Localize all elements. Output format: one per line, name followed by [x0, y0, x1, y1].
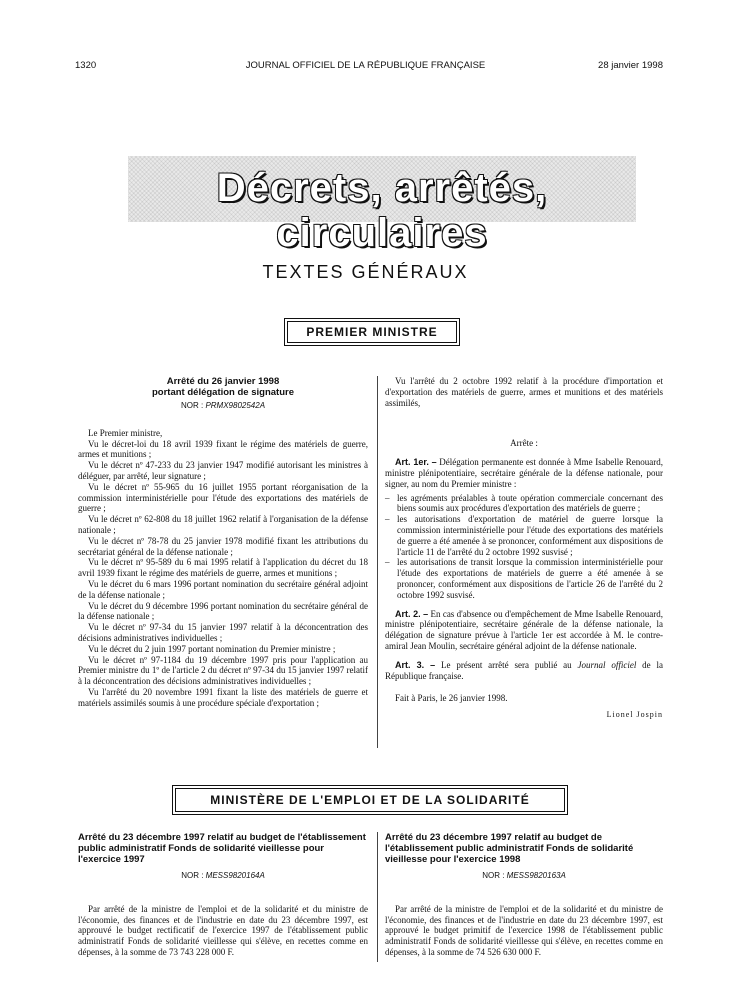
place-date: Fait à Paris, le 26 janvier 1998. — [395, 693, 508, 704]
page-number: 1320 — [75, 60, 97, 71]
decree1-subtitle: portant délégation de signature — [152, 387, 294, 398]
article-1-label: Art. 1er. – — [395, 457, 437, 468]
decree3-title: Arrêté du 23 décembre 1997 relatif au budget de l'établissement public administratif Fonds de solidarité vieillesse pour l'exercice 1998 — [385, 832, 634, 865]
article-2 — [385, 609, 663, 652]
visa-paragraph: Vu le décret nº 55-965 du 16 juillet 1955 portant réorganisation de la commission interministérielle pour l'étude des exportations des matériels de guerre ; — [78, 481, 368, 514]
decree1-right-column — [385, 376, 663, 721]
visa-paragraph: Vu le décret nº 97-1184 du 19 décembre 1997 pris pour l'application au Premier ministre du 1º de l'article 2 du décret nº 97-34 du 15 janvier 1997 relatif à la déconcentration des décisions administratives individuelles ; — [78, 654, 368, 687]
article-1-items — [385, 493, 663, 601]
article-1-text: Délégation permanente est donnée à Mme Isabelle Renouard, ministre plénipotentiaire, secrétaire générale de la défense nationale, pour signer, au nom du Premier ministre : — [385, 457, 664, 489]
visa-paragraph: Vu le décret nº 95-589 du 6 mai 1995 relatif à l'application du décret du 18 avril 1939 fixant le régime des matériels de guerre, armes et munitions ; — [78, 557, 368, 579]
column-divider — [377, 376, 378, 748]
decree3-nor — [385, 871, 663, 882]
visa-paragraph: Vu le décret nº 78-78 du 25 janvier 1978 modifié fixant les attributions du secrétariat général de la défense nationale ; — [78, 535, 368, 557]
visa-paragraph: Vu le décret du 9 décembre 1996 portant nomination du secrétaire général de la défense nationale ; — [78, 600, 368, 622]
section-heading: TEXTES GÉNÉRAUX — [262, 262, 469, 282]
article-3 — [385, 660, 663, 682]
journal-title: JOURNAL OFFICIEL DE LA RÉPUBLIQUE FRANÇAISE — [245, 60, 486, 71]
decree2 — [78, 832, 368, 958]
ministry-label: PREMIER MINISTRE — [287, 321, 457, 343]
decree2-nor — [78, 871, 368, 882]
article-3-journal: Journal officiel — [577, 659, 637, 670]
decree3 — [385, 832, 663, 958]
decree1-left-column — [78, 376, 368, 709]
article-3-text-b: de la République française. — [385, 659, 663, 681]
nor-code: MESS9820164A — [205, 871, 265, 880]
article-3-text-a: Le présent arrêté sera publié au — [441, 659, 572, 670]
visa-paragraph: Vu le décret du 6 mars 1996 portant nomination du secrétaire général adjoint de la défense nationale ; — [78, 578, 368, 600]
arrete-line: Arrête : — [510, 438, 538, 449]
signature: Lionel Jospin — [606, 710, 663, 720]
ministry-box-emploi — [172, 785, 568, 815]
nor-label: NOR : — [180, 401, 204, 410]
nor-label: NOR : — [482, 871, 505, 880]
banner-title: Décrets, arrêtés, circulaires — [216, 166, 548, 255]
ministry-box-premier-ministre — [284, 318, 460, 346]
decree1-visa-list — [78, 428, 368, 709]
decree1-right-intro: Vu l'arrêté du 2 octobre 1992 relatif à la procédure d'importation et d'exportation des matériels de guerre, armes et munitions et des matériels assimilés, — [385, 376, 663, 408]
article-3-label: Art. 3. – — [395, 659, 436, 670]
decree1-title: Arrêté du 26 janvier 1998 — [166, 376, 280, 387]
decree2-title: Arrêté du 23 décembre 1997 relatif au budget de l'établissement public administratif Fonds de solidarité vieillesse pour l'exercice 1997 — [78, 832, 366, 865]
decree3-body: Par arrêté de la ministre de l'emploi et de la solidarité et du ministre de l'économie, des finances et de l'industrie en date du 23 décembre 1997, est approuvé le budget primitif de l'exercice 1998 de l'établissement public administratif Fonds de solidarité vieillesse qui s'élève, en recettes comme en dépenses, à la somme de 74 526 630 000 F. — [385, 903, 663, 957]
visa-paragraph: Vu le décret nº 62-808 du 18 juillet 1962 relatif à l'organisation de la défense nationale ; — [78, 514, 368, 535]
article-2-label: Art. 2. – — [395, 608, 429, 619]
visa-paragraph: Vu le décret-loi du 18 avril 1939 fixant le régime des matériels de guerre, armes et munitions ; — [78, 438, 368, 460]
article-1 — [385, 457, 663, 489]
decree2-body: Par arrêté de la ministre de l'emploi et de la solidarité et du ministre de l'économie, des finances et de l'industrie en date du 23 décembre 1997, est approuvé le budget rectificatif de l'exercice 1997 de l'établissement public administratif Fonds de solidarité vieillesse qui s'élève, en recettes comme en dépenses, à la somme de 73 743 228 000 F. — [78, 903, 368, 957]
article-1-item: – les agréments préalables à toute opération commerciale concernant des biens soumis aux procédures d'exportation des matériels de guerre ; — [397, 493, 663, 515]
visa-paragraph: Vu l'arrêté du 20 novembre 1991 fixant la liste des matériels de guerre et matériels assimilés soumis à une procédure spéciale d'exportation ; — [78, 686, 368, 708]
issue-date: 28 janvier 1998 — [598, 60, 663, 71]
article-1-item: – les autorisations de transit lorsque la commission interministérielle pour l'étude des exportations de matériels de guerre a été amenée à se prononcer, conformément aux dispositions de l'article 26 de l'arrêté du 2 octobre 1992 susvisé. — [397, 557, 663, 600]
ministry-label: MINISTÈRE DE L'EMPLOI ET DE LA SOLIDARITÉ — [175, 788, 565, 812]
visa-paragraph: Le Premier ministre, — [88, 427, 163, 438]
visa-paragraph: Vu le décret nº 47-233 du 23 janvier 1947 modifié autorisant les ministres à déléguer, par arrêté, leur signature ; — [78, 460, 368, 481]
column-divider — [377, 832, 378, 962]
visa-paragraph: Vu le décret du 2 juin 1997 portant nomination du Premier ministre ; — [88, 643, 336, 654]
nor-code: MESS9820163A — [506, 871, 566, 880]
nor-code: PRMX9802542A — [205, 401, 266, 410]
article-1-item: – les autorisations d'exportation de matériel de guerre lorsque la commission interministérielle pour l'étude des exportations des matériels de guerre a été amenée à se prononcer, conformément aux dispositions de l'article 11 de l'arrêté du 2 octobre 1992 susvisé ; — [397, 514, 663, 557]
visa-paragraph: Vu le décret nº 97-34 du 15 janvier 1997 relatif à la déconcentration des décisions administratives individuelles ; — [78, 622, 368, 643]
nor-label: NOR : — [181, 871, 204, 880]
section-banner — [128, 156, 636, 255]
article-2-text: En cas d'absence ou d'empêchement de Mme Isabelle Renouard, ministre plénipotentiaire, secrétaire générale de la défense nationale, la délégation de signature prévue à l'article 1er est accordée à M. le contre-amiral Jean Moulin, secrétaire général adjoint de la défense nationale. — [385, 608, 664, 651]
decree1-nor — [78, 401, 368, 412]
